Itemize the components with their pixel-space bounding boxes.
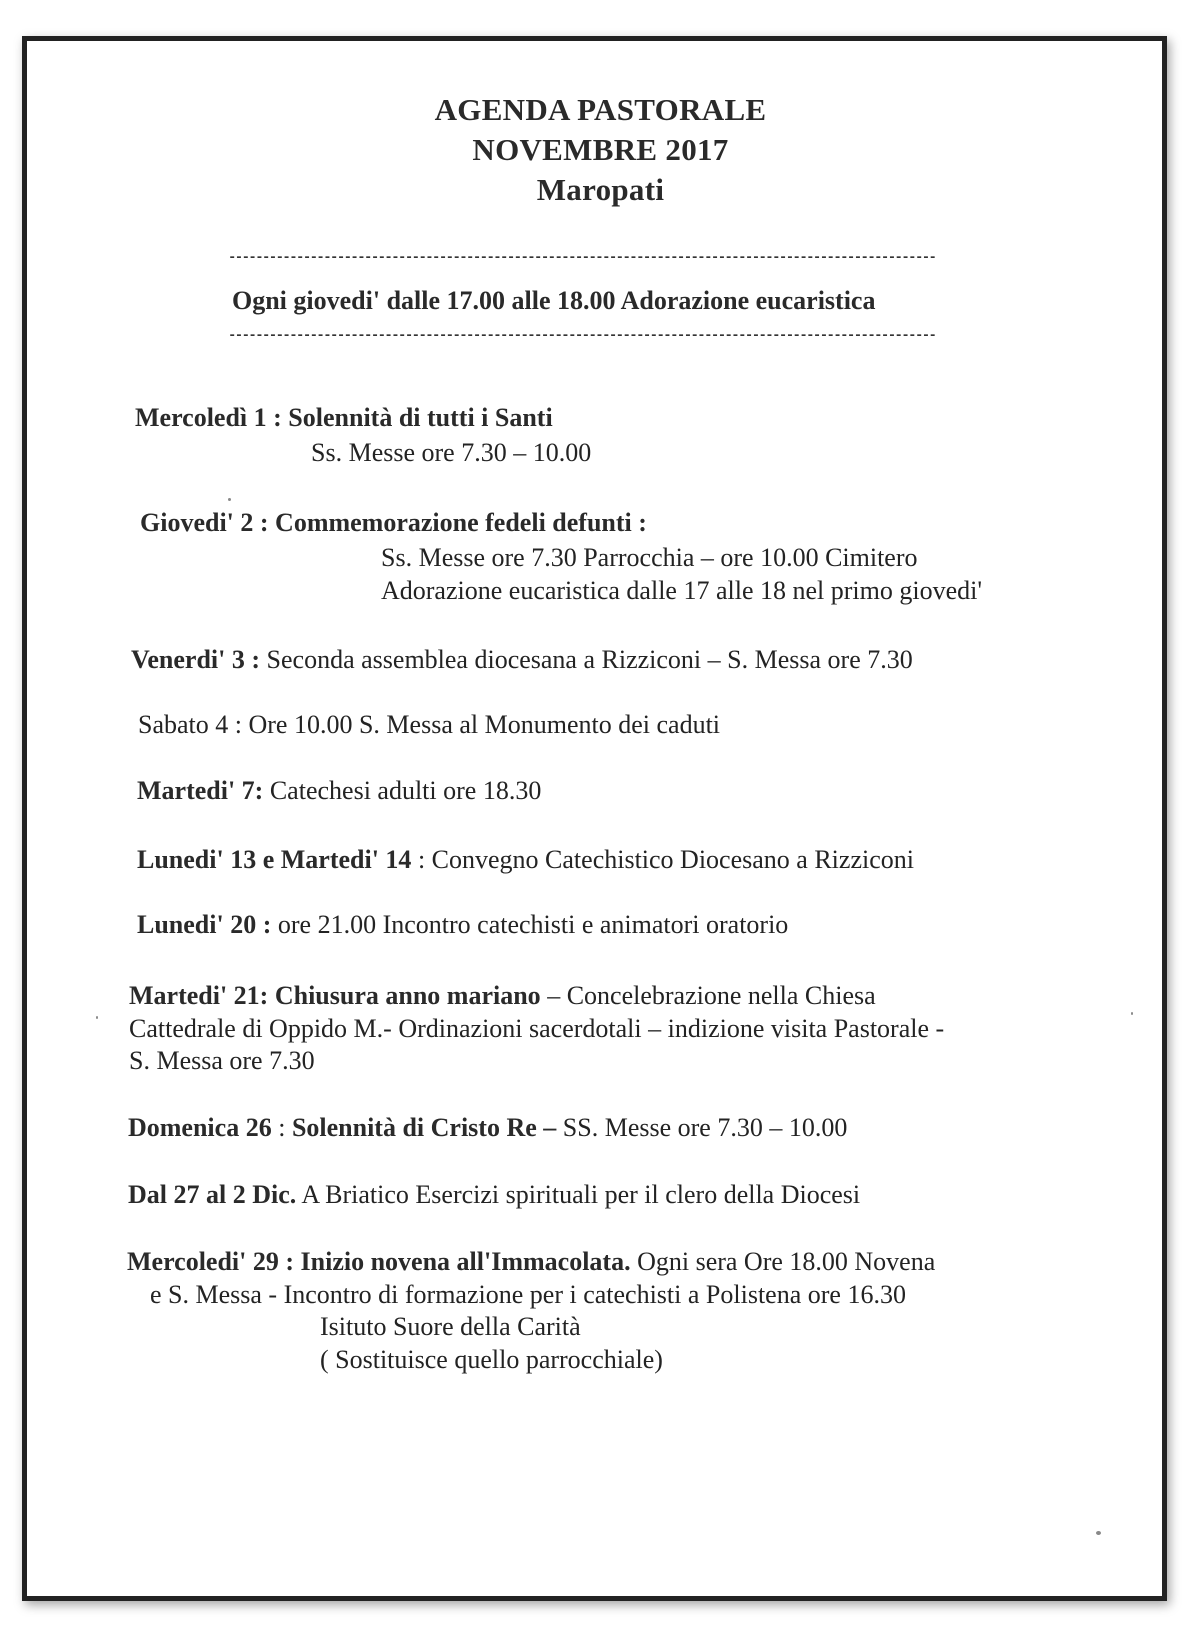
event-nov-21-heading: Martedi' 21: Chiusura anno mariano – Concelebrazione nella Chiesa <box>129 981 876 1010</box>
event-nov-29-heading: Mercoledi' 29 : Inizio novena all'Immacolata. Ogni sera Ore 18.00 Novena <box>127 1247 936 1276</box>
event-nov-13-14: Lunedi' 13 e Martedi' 14 : Convegno Catechistico Diocesano a Rizziconi <box>137 845 914 874</box>
event-nov-29-line3: Isituto Suore della Carità <box>320 1312 581 1341</box>
scan-speck <box>1096 1531 1101 1535</box>
event-nov-3: Venerdi' 3 : Seconda assemblea diocesana a Rizziconi – S. Messa ore 7.30 <box>131 645 913 674</box>
scan-speck <box>1131 1012 1133 1015</box>
event-nov-29-line4: ( Sostituisce quello parrocchiale) <box>320 1345 663 1374</box>
event-nov-2-adoration: Adorazione eucaristica dalle 17 alle 18 nel primo giovedi' <box>381 576 983 605</box>
scan-speck <box>96 1016 98 1019</box>
event-nov-2-heading: Giovedi' 2 : Commemorazione fedeli defunti : <box>140 508 647 537</box>
event-nov-1-heading: Mercoledì 1 : Solennità di tutti i Santi <box>135 403 553 432</box>
event-nov-1-masses: Ss. Messe ore 7.30 – 10.00 <box>311 438 592 467</box>
dashed-rule-bottom: -------------------------------------------------------------------------------------------------------- <box>228 328 936 344</box>
event-nov-20: Lunedi' 20 : ore 21.00 Incontro catechisti e animatori oratorio <box>137 910 789 939</box>
dashed-rule-top: -------------------------------------------------------------------------------------------------------- <box>228 250 936 266</box>
event-nov-4: Sabato 4 : Ore 10.00 S. Messa al Monumento dei caduti <box>138 710 721 739</box>
agenda-title: AGENDA PASTORALE <box>434 92 767 127</box>
month-title: NOVEMBRE 2017 <box>472 132 729 167</box>
event-nov-7: Martedi' 7: Catechesi adulti ore 18.30 <box>137 776 542 805</box>
event-nov-21-line3: S. Messa ore 7.30 <box>129 1046 315 1075</box>
event-nov-2-masses: Ss. Messe ore 7.30 Parrocchia – ore 10.00 Cimitero <box>381 543 918 572</box>
event-nov-26: Domenica 26 : Solennità di Cristo Re – SS. Messe ore 7.30 – 10.00 <box>128 1113 848 1142</box>
event-nov-21-line2: Cattedrale di Oppido M.- Ordinazioni sacerdotali – indizione visita Pastorale - <box>129 1014 945 1043</box>
place-title: Maropati <box>536 172 665 207</box>
weekly-adoration-notice: Ogni giovedi' dalle 17.00 alle 18.00 Adorazione eucaristica <box>232 286 876 315</box>
event-nov-27-dec-2: Dal 27 al 2 Dic. A Briatico Esercizi spirituali per il clero della Diocesi <box>128 1180 861 1209</box>
scan-speck <box>228 498 231 501</box>
event-nov-29-line2: e S. Messa - Incontro di formazione per i catechisti a Polistena ore 16.30 <box>150 1280 906 1309</box>
